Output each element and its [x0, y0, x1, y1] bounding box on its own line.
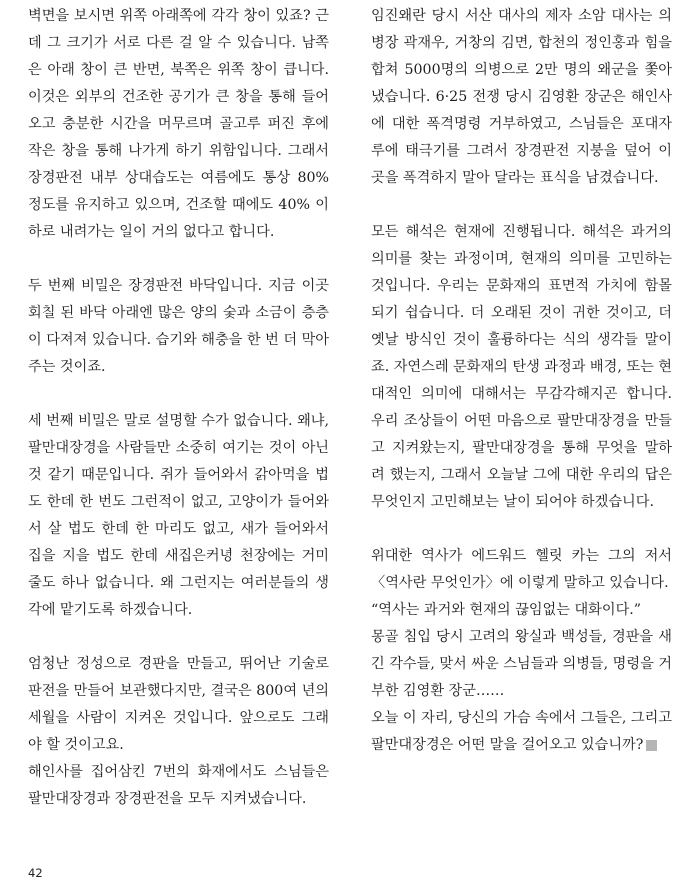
page-number: 42: [28, 866, 43, 880]
closing-paragraph: [371, 705, 672, 759]
paragraph: 임진왜란 당시 서산 대사의 제자 소암 대사는 의병장 곽재우, 거창의 김면, 합천의 정인홍과 힘을 합쳐 5000명의 의병으로 2만 명의 왜군을 쫓아냈습니다. 6·25 전쟁 당시 김영환 장군은 해인사에 대한 폭격명령 거부하였고, 스님들은 포대자루에 태극기를 그려서 장경판전 지붕을 덮어 이곳을 폭격하지 말아 달라는 표식을 남겼습니다.: [371, 8, 672, 186]
end-mark-icon: [646, 740, 657, 751]
paragraph: 엄청난 정성으로 경판을 만들고, 뛰어난 기술로 판전을 만들어 보관했다지만, 결국은 800여 년의 세월을 사람이 지켜온 것입니다. 앞으로도 그래야 할 것이고요.: [28, 656, 329, 753]
closing-paragraph-text: 오늘 이 자리, 당신의 가슴 속에서 그들은, 그리고 팔만대장경은 어떤 말을 걸어오고 있습니까?: [371, 710, 672, 753]
paragraph: 두 번째 비밀은 장경판전 바닥입니다. 지금 이곳 회칠 된 바닥 아래엔 많은 양의 숯과 소금이 층층이 다져져 있습니다. 습기와 해충을 한 번 더 막아주는 것이죠.: [28, 278, 329, 375]
right-column: [371, 0, 672, 759]
paragraph: 몽골 침입 당시 고려의 왕실과 백성들, 경판을 새긴 각수들, 맞서 싸운 스님들과 의병들, 명령을 거부한 김영환 장군……: [371, 629, 672, 699]
paragraph: 해인사를 집어삼킨 7번의 화재에서도 스님들은 팔만대장경과 장경판전을 모두 지켜냈습니다.: [28, 764, 329, 807]
quotation: “역사는 과거와 현재의 끊임없는 대화이다.”: [371, 602, 642, 618]
paragraph: 모든 해석은 현재에 진행됩니다. 해석은 과거의 의미를 찾는 과정이며, 현재의 의미를 고민하는 것입니다. 우리는 문화재의 표면적 가치에 함몰되기 쉽습니다. 더 오래된 것이 귀한 것이고, 더 옛날 방식인 것이 훌륭하다는 식의 생각들 말이죠. 자연스레 문화재의 탄생 과정과 배경, 또는 현대적인 의미에 대해서는 무감각해지곤 합니다. 우리 조상들이 어떤 마음으로 팔만대장경을 만들고 지켜왔는지, 팔만대장경을 통해 무엇을 말하려 했는지, 그래서 오늘날 그에 대한 우리의 답은 무엇인지 고민해보는 날이 되어야 하겠습니다.: [371, 224, 672, 510]
paragraph: 벽면을 보시면 위쪽 아래쪽에 각각 창이 있죠? 근데 그 크기가 서로 다른 걸 알 수 있습니다. 남쪽은 아래 창이 큰 반면, 북쪽은 위쪽 창이 큽니다. 이것은 외부의 건조한 공기가 큰 창을 통해 들어오고 충분한 시간을 머무르며 골고루 퍼진 후에 작은 창을 통해 나가게 하기 위함입니다. 그래서 장경판전 내부 상대습도는 여름에도 통상 80% 정도를 유지하고 있으며, 건조할 때에도 40% 이하로 내려가는 일이 거의 없다고 합니다.: [28, 8, 329, 240]
paragraph: 세 번째 비밀은 말로 설명할 수가 없습니다. 왜냐, 팔만대장경을 사람들만 소중히 여기는 것이 아닌 것 같기 때문입니다. 쥐가 들어와서 갉아먹을 법도 한데 한 번도 그런적이 없고, 고양이가 들어와서 살 법도 한데 한 마리도 없고, 새가 들어와서 집을 지을 법도 한데 새집은커녕 천장에는 거미줄도 하나 없습니다. 왜 그런지는 여러분들의 생각에 맡기도록 하겠습니다.: [28, 413, 329, 618]
left-column: [28, 0, 329, 813]
paragraph: 위대한 역사가 에드워드 헬릿 카는 그의 저서 〈역사란 무엇인가〉에 이렇게 말하고 있습니다.: [371, 548, 672, 591]
